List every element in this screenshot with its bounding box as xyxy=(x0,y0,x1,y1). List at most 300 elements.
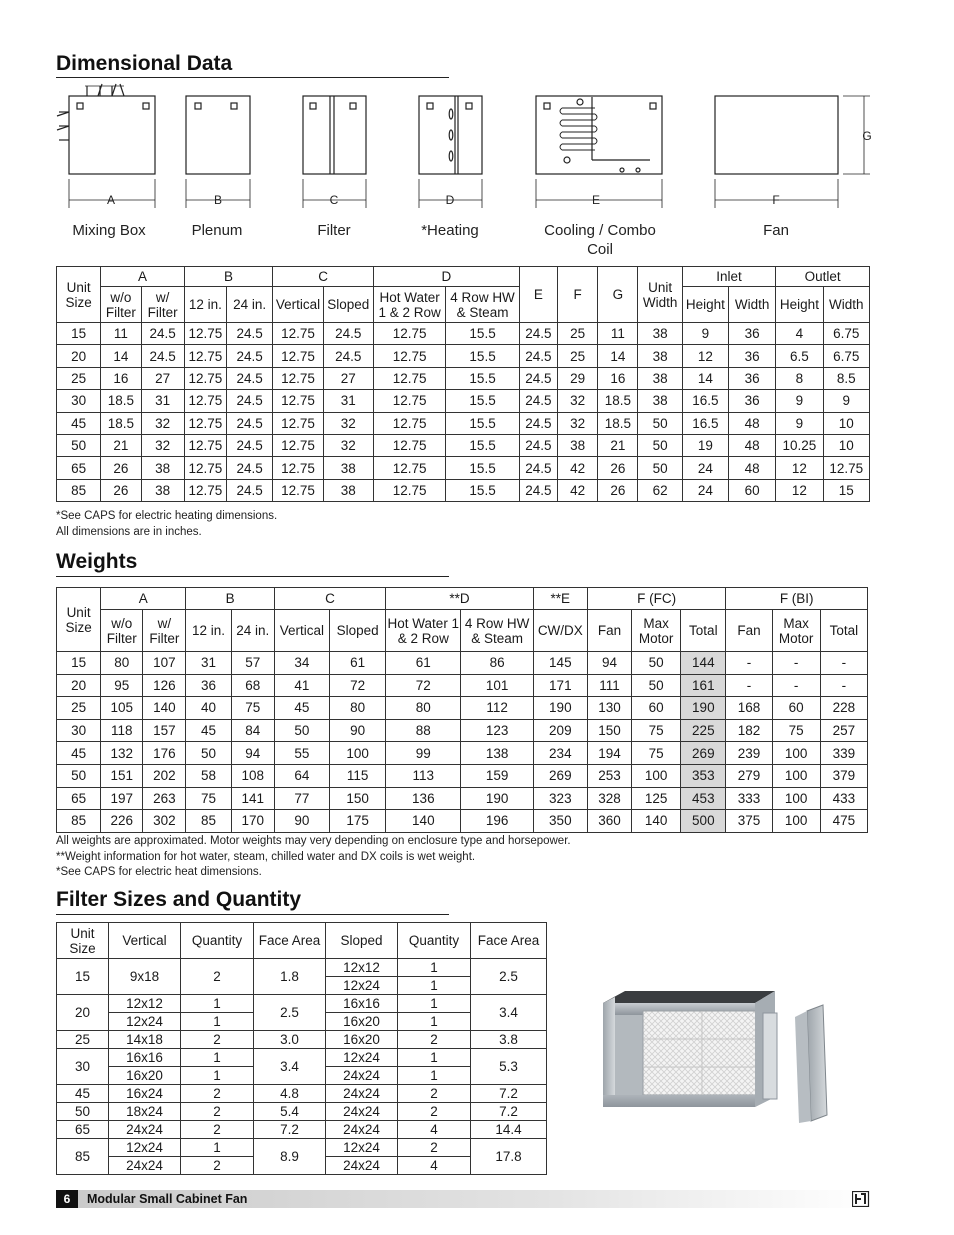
table-cell: 175 xyxy=(329,810,385,833)
header-e: E xyxy=(519,267,557,323)
header-c: C xyxy=(274,588,385,610)
unit-size-cell: 15 xyxy=(57,323,101,345)
header-f-fc: F (FC) xyxy=(587,588,725,610)
sloped-face-area-cell: 17.8 xyxy=(471,1139,547,1175)
table-row xyxy=(57,412,870,434)
table-cell: 80 xyxy=(329,697,385,720)
vertical-quantity-cell: 2 xyxy=(181,1031,254,1049)
header-g: G xyxy=(598,267,638,323)
table-cell: 12.75 xyxy=(273,345,323,367)
table-cell: 15.5 xyxy=(446,323,519,345)
table-cell: 24.5 xyxy=(323,345,373,367)
header-hot-water: Hot Water 1 & 2 Row xyxy=(373,287,445,323)
table-cell: 32 xyxy=(141,434,184,456)
table-cell: 11 xyxy=(101,323,141,345)
table-cell: 18.5 xyxy=(101,412,141,434)
header-bi-max-motor: Max Motor xyxy=(772,610,820,652)
table-cell: 190 xyxy=(461,787,533,810)
table-cell: 94 xyxy=(231,742,274,765)
dim-letter-c: C xyxy=(329,193,339,207)
vertical-size-cell: 12x12 xyxy=(109,995,181,1013)
page-number: 6 xyxy=(56,1190,78,1208)
table-cell: 26 xyxy=(598,457,638,479)
table-cell: 12.75 xyxy=(273,367,323,389)
header-fc-total: Total xyxy=(681,610,726,652)
table-cell: 182 xyxy=(726,719,772,742)
table-cell: 50 xyxy=(638,412,682,434)
table-cell: 105 xyxy=(101,697,143,720)
header-sloped: Sloped xyxy=(323,287,373,323)
table-cell: 12 xyxy=(776,457,823,479)
sloped-size-cell: 24x24 xyxy=(326,1121,398,1139)
fc-total-cell: 161 xyxy=(681,674,726,697)
table-cell: - xyxy=(820,652,867,675)
header-sloped: Sloped xyxy=(326,923,398,959)
table-cell: 18.5 xyxy=(598,412,638,434)
sloped-size-cell: 24x24 xyxy=(326,1103,398,1121)
table-cell: 12.75 xyxy=(373,457,445,479)
table-row xyxy=(57,345,870,367)
weights-table xyxy=(56,587,868,833)
table-cell: 75 xyxy=(632,719,681,742)
table-cell: 72 xyxy=(329,674,385,697)
sloped-size-cell: 16x16 xyxy=(326,995,398,1013)
dim-letter-f: F xyxy=(772,193,780,207)
table-cell: 38 xyxy=(323,457,373,479)
sloped-size-cell: 16x20 xyxy=(326,1031,398,1049)
header-outlet: Outlet xyxy=(776,267,870,287)
table-cell: 101 xyxy=(461,674,533,697)
sloped-face-area-cell: 14.4 xyxy=(471,1121,547,1139)
table-cell: 16 xyxy=(598,367,638,389)
table-cell: 100 xyxy=(329,742,385,765)
table-cell: 328 xyxy=(587,787,631,810)
table-cell: 68 xyxy=(231,674,274,697)
vertical-quantity-cell: 1 xyxy=(181,995,254,1013)
unit-size-cell: 45 xyxy=(57,1085,109,1103)
table-cell: 269 xyxy=(533,764,587,787)
fc-total-cell: 144 xyxy=(681,652,726,675)
header-outlet-height: Height xyxy=(776,287,823,323)
table-cell: 6.5 xyxy=(776,345,823,367)
sloped-face-area-cell: 3.4 xyxy=(471,995,547,1031)
unit-size-cell: 85 xyxy=(57,479,101,501)
table-cell: 12 xyxy=(682,345,728,367)
table-cell: 12.75 xyxy=(184,479,226,501)
table-cell: 26 xyxy=(598,479,638,501)
sloped-size-cell: 12x12 xyxy=(326,959,398,977)
table-cell: 9 xyxy=(682,323,728,345)
footer-title: Modular Small Cabinet Fan xyxy=(87,1192,248,1206)
unit-size-cell: 50 xyxy=(57,1103,109,1121)
table-cell: 24.5 xyxy=(141,323,184,345)
table-cell: 61 xyxy=(329,652,385,675)
table-cell: 100 xyxy=(772,764,820,787)
table-cell: 21 xyxy=(101,434,141,456)
section-title-weights: Weights xyxy=(56,550,138,573)
unit-size-cell: 45 xyxy=(57,412,101,434)
table-cell: 38 xyxy=(558,434,598,456)
table-cell: 6.75 xyxy=(823,323,869,345)
table-cell: 15.5 xyxy=(446,367,519,389)
vertical-quantity-cell: 2 xyxy=(181,1157,254,1175)
table-cell: 24.5 xyxy=(227,479,273,501)
table-cell: 263 xyxy=(143,787,186,810)
table-row xyxy=(57,1031,547,1049)
table-cell: 50 xyxy=(638,434,682,456)
vertical-size-cell: 12x24 xyxy=(109,1139,181,1157)
table-cell: 138 xyxy=(461,742,533,765)
table-cell: 24.5 xyxy=(227,457,273,479)
table-cell: 36 xyxy=(729,323,776,345)
table-row xyxy=(57,764,868,787)
header-inlet-height: Height xyxy=(682,287,728,323)
table-cell: 15.5 xyxy=(446,412,519,434)
table-row xyxy=(57,719,868,742)
table-cell: 194 xyxy=(587,742,631,765)
fc-total-cell: 453 xyxy=(681,787,726,810)
header-quantity: Quantity xyxy=(181,923,254,959)
vertical-quantity-cell: 2 xyxy=(181,959,254,995)
section-rule xyxy=(56,576,449,577)
unit-size-cell: 25 xyxy=(57,367,101,389)
unit-size-cell: 30 xyxy=(57,719,101,742)
table-cell: 12.75 xyxy=(184,457,226,479)
vertical-size-cell: 24x24 xyxy=(109,1121,181,1139)
table-cell: 24 xyxy=(682,479,728,501)
table-cell: 12.75 xyxy=(184,367,226,389)
table-row xyxy=(57,1085,547,1103)
table-cell: 24.5 xyxy=(519,390,557,412)
table-cell: 150 xyxy=(587,719,631,742)
vertical-face-area-cell: 5.4 xyxy=(254,1103,326,1121)
table-cell: 100 xyxy=(772,810,820,833)
table-cell: 24.5 xyxy=(519,434,557,456)
table-cell: 72 xyxy=(386,674,461,697)
table-cell: 209 xyxy=(533,719,587,742)
table-cell: 150 xyxy=(329,787,385,810)
vertical-quantity-cell: 1 xyxy=(181,1013,254,1031)
table-cell: 279 xyxy=(726,764,772,787)
sloped-quantity-cell: 2 xyxy=(398,1031,471,1049)
table-cell: 50 xyxy=(186,742,231,765)
unit-size-cell: 50 xyxy=(57,434,101,456)
header-cwdx: CW/DX xyxy=(533,610,587,652)
table-cell: 36 xyxy=(729,390,776,412)
table-cell: 24.5 xyxy=(227,367,273,389)
table-row xyxy=(57,674,868,697)
filter-section-illustration xyxy=(595,985,840,1125)
table-row xyxy=(57,742,868,765)
table-cell: 100 xyxy=(772,742,820,765)
table-cell: 16.5 xyxy=(682,412,728,434)
table-cell: 18.5 xyxy=(598,390,638,412)
vertical-face-area-cell: 8.9 xyxy=(254,1139,326,1175)
header-e: **E xyxy=(533,588,587,610)
table-cell: 12.75 xyxy=(184,323,226,345)
figure-caption: Fan xyxy=(763,222,789,239)
table-cell: 12.75 xyxy=(184,412,226,434)
fc-total-cell: 225 xyxy=(681,719,726,742)
table-cell: 15.5 xyxy=(446,479,519,501)
header-vertical: Vertical xyxy=(274,610,329,652)
table-cell: 141 xyxy=(231,787,274,810)
table-cell: 48 xyxy=(729,434,776,456)
table-cell: 11 xyxy=(598,323,638,345)
sloped-quantity-cell: 4 xyxy=(398,1121,471,1139)
dimensional-data-table xyxy=(56,266,870,502)
table-cell: 50 xyxy=(632,674,681,697)
header-12in: 12 in. xyxy=(184,287,226,323)
sloped-size-cell: 12x24 xyxy=(326,1139,398,1157)
sloped-quantity-cell: 4 xyxy=(398,1157,471,1175)
table-cell: 24.5 xyxy=(519,412,557,434)
vertical-quantity-cell: 1 xyxy=(181,1139,254,1157)
sloped-quantity-cell: 2 xyxy=(398,1139,471,1157)
table-row xyxy=(57,479,870,501)
table-cell: 34 xyxy=(274,652,329,675)
section-title-filters: Filter Sizes and Quantity xyxy=(56,888,302,911)
table-cell: 31 xyxy=(323,390,373,412)
table-cell: 90 xyxy=(274,810,329,833)
header-bi-total: Total xyxy=(820,610,867,652)
table-cell: 42 xyxy=(558,457,598,479)
table-cell: 40 xyxy=(186,697,231,720)
table-cell: 339 xyxy=(820,742,867,765)
vertical-quantity-cell: 2 xyxy=(181,1103,254,1121)
table-cell: 29 xyxy=(558,367,598,389)
header-unit-size: Unit Size xyxy=(57,267,101,323)
header-inlet-width: Width xyxy=(729,287,776,323)
table-cell: 32 xyxy=(323,412,373,434)
dim-letter-b: B xyxy=(213,193,223,207)
header-4row: 4 Row HW & Steam xyxy=(446,287,519,323)
table-row xyxy=(57,1103,547,1121)
table-cell: 118 xyxy=(101,719,143,742)
table-cell: 25 xyxy=(558,323,598,345)
table-cell: 75 xyxy=(632,742,681,765)
weights-note: *See CAPS for electric heat dimensions. xyxy=(56,866,262,878)
table-cell: 80 xyxy=(101,652,143,675)
sloped-quantity-cell: 2 xyxy=(398,1085,471,1103)
unit-size-cell: 65 xyxy=(57,1121,109,1139)
table-cell: 26 xyxy=(101,457,141,479)
table-cell: 24.5 xyxy=(323,323,373,345)
table-cell: 85 xyxy=(186,810,231,833)
vertical-size-cell: 16x16 xyxy=(109,1049,181,1067)
table-cell: 12.75 xyxy=(273,412,323,434)
table-cell: 75 xyxy=(772,719,820,742)
table-cell: 55 xyxy=(274,742,329,765)
table-cell: 12.75 xyxy=(373,345,445,367)
vertical-size-cell: 18x24 xyxy=(109,1103,181,1121)
figure-caption: *Heating xyxy=(421,222,479,239)
fc-total-cell: 190 xyxy=(681,697,726,720)
filter-sizes-table xyxy=(56,922,547,1175)
table-cell: 24.5 xyxy=(519,367,557,389)
table-cell: 15.5 xyxy=(446,345,519,367)
table-cell: 95 xyxy=(101,674,143,697)
header-wo-filter: w/o Filter xyxy=(101,287,141,323)
figure-caption: Cooling / Combo Coil xyxy=(544,222,656,258)
table-row xyxy=(57,787,868,810)
unit-size-cell: 20 xyxy=(57,345,101,367)
table-cell: 38 xyxy=(638,323,682,345)
header-12in: 12 in. xyxy=(186,610,231,652)
table-cell: 36 xyxy=(729,345,776,367)
vertical-quantity-cell: 2 xyxy=(181,1121,254,1139)
vertical-size-cell: 9x18 xyxy=(109,959,181,995)
table-row xyxy=(57,1121,547,1139)
header-d: D xyxy=(373,267,519,287)
header-fc-fan: Fan xyxy=(587,610,631,652)
sloped-quantity-cell: 2 xyxy=(398,1103,471,1121)
sloped-size-cell: 24x24 xyxy=(326,1157,398,1175)
table-cell: 151 xyxy=(101,764,143,787)
table-cell: 36 xyxy=(186,674,231,697)
table-cell: 50 xyxy=(632,652,681,675)
table-cell: 60 xyxy=(632,697,681,720)
table-cell: 80 xyxy=(386,697,461,720)
table-cell: 24.5 xyxy=(519,323,557,345)
table-cell: 60 xyxy=(729,479,776,501)
table-cell: 197 xyxy=(101,787,143,810)
table-cell: 475 xyxy=(820,810,867,833)
header-w-filter: w/ Filter xyxy=(143,610,186,652)
table-cell: 10 xyxy=(823,412,869,434)
table-cell: 45 xyxy=(186,719,231,742)
dim-letter-e: E xyxy=(591,193,601,207)
sloped-quantity-cell: 1 xyxy=(398,977,471,995)
section-rule xyxy=(56,914,449,915)
table-cell: 140 xyxy=(143,697,186,720)
table-cell: 64 xyxy=(274,764,329,787)
table-cell: 60 xyxy=(772,697,820,720)
header-quantity: Quantity xyxy=(398,923,471,959)
table-cell: 12.75 xyxy=(273,457,323,479)
table-cell: 12.75 xyxy=(373,323,445,345)
table-cell: 42 xyxy=(558,479,598,501)
weights-note: All weights are approximated. Motor weights may very depending on enclosure type and horsepower. xyxy=(56,835,571,847)
table-cell: 350 xyxy=(533,810,587,833)
table-cell: 170 xyxy=(231,810,274,833)
table-cell: 41 xyxy=(274,674,329,697)
unit-size-cell: 20 xyxy=(57,674,101,697)
table-cell: 38 xyxy=(638,345,682,367)
table-cell: 111 xyxy=(587,674,631,697)
header-f: F xyxy=(558,267,598,323)
sloped-face-area-cell: 3.8 xyxy=(471,1031,547,1049)
sloped-face-area-cell: 2.5 xyxy=(471,959,547,995)
table-cell: 27 xyxy=(141,367,184,389)
table-cell: 12.75 xyxy=(373,479,445,501)
table-cell: 168 xyxy=(726,697,772,720)
header-outlet-width: Width xyxy=(823,287,869,323)
header-wo-filter: w/o Filter xyxy=(101,610,143,652)
table-cell: - xyxy=(772,674,820,697)
weights-note: **Weight information for hot water, steam, chilled water and DX coils is wet weight. xyxy=(56,851,476,863)
header-face-area: Face Area xyxy=(254,923,326,959)
table-cell: 50 xyxy=(638,457,682,479)
table-row xyxy=(57,810,868,833)
table-cell: 84 xyxy=(231,719,274,742)
table-row xyxy=(57,457,870,479)
table-cell: 24.5 xyxy=(227,323,273,345)
table-cell: 107 xyxy=(143,652,186,675)
table-row xyxy=(57,367,870,389)
table-cell: 14 xyxy=(101,345,141,367)
figure-caption: Plenum xyxy=(191,222,243,239)
table-cell: 18.5 xyxy=(101,390,141,412)
table-cell: 15.5 xyxy=(446,457,519,479)
table-cell: 140 xyxy=(386,810,461,833)
table-cell: 239 xyxy=(726,742,772,765)
table-cell: 108 xyxy=(231,764,274,787)
table-cell: 302 xyxy=(143,810,186,833)
vertical-face-area-cell: 3.4 xyxy=(254,1049,326,1085)
vertical-size-cell: 16x24 xyxy=(109,1085,181,1103)
vertical-size-cell: 14x18 xyxy=(109,1031,181,1049)
table-cell: 15.5 xyxy=(446,434,519,456)
table-cell: 19 xyxy=(682,434,728,456)
vertical-quantity-cell: 1 xyxy=(181,1067,254,1085)
table-cell: 360 xyxy=(587,810,631,833)
table-row xyxy=(57,323,870,345)
table-cell: 12.75 xyxy=(184,434,226,456)
table-cell: 12.75 xyxy=(373,412,445,434)
vertical-face-area-cell: 1.8 xyxy=(254,959,326,995)
sloped-quantity-cell: 1 xyxy=(398,959,471,977)
table-cell: 226 xyxy=(101,810,143,833)
header-sloped: Sloped xyxy=(329,610,385,652)
table-row xyxy=(57,390,870,412)
table-cell: 10.25 xyxy=(776,434,823,456)
unit-size-cell: 25 xyxy=(57,1031,109,1049)
table-cell: 57 xyxy=(231,652,274,675)
unit-size-cell: 15 xyxy=(57,959,109,995)
table-cell: 228 xyxy=(820,697,867,720)
header-d: **D xyxy=(386,588,534,610)
figure-caption: Filter xyxy=(317,222,351,239)
sloped-face-area-cell: 7.2 xyxy=(471,1103,547,1121)
unit-size-cell: 65 xyxy=(57,787,101,810)
header-w-filter: w/ Filter xyxy=(141,287,184,323)
table-cell: 12.75 xyxy=(373,434,445,456)
table-cell: 75 xyxy=(186,787,231,810)
table-row xyxy=(57,995,547,1013)
table-cell: 75 xyxy=(231,697,274,720)
brand-logo-icon xyxy=(852,1191,870,1207)
table-cell: 31 xyxy=(186,652,231,675)
table-cell: 14 xyxy=(682,367,728,389)
table-cell: 4 xyxy=(776,323,823,345)
vertical-face-area-cell: 4.8 xyxy=(254,1085,326,1103)
vertical-size-cell: 16x20 xyxy=(109,1067,181,1085)
table-cell: 24.5 xyxy=(141,345,184,367)
table-cell: 24.5 xyxy=(227,390,273,412)
table-row xyxy=(57,434,870,456)
table-cell: 333 xyxy=(726,787,772,810)
table-cell: 24 xyxy=(682,457,728,479)
table-cell: 100 xyxy=(772,787,820,810)
table-cell: 8 xyxy=(776,367,823,389)
table-cell: 9 xyxy=(776,412,823,434)
table-cell: 12.75 xyxy=(273,479,323,501)
table-cell: 253 xyxy=(587,764,631,787)
dimension-note: *See CAPS for electric heating dimensions. xyxy=(56,510,278,522)
vertical-size-cell: 12x24 xyxy=(109,1013,181,1031)
unit-size-cell: 25 xyxy=(57,697,101,720)
